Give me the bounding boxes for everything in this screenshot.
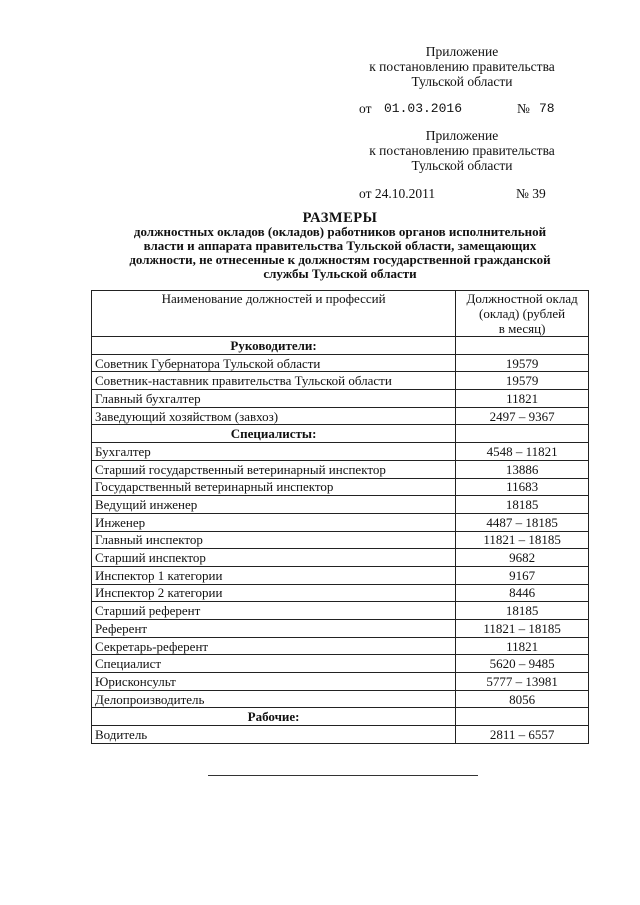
position-name: Специалист	[92, 655, 456, 673]
salary-table	[91, 290, 589, 744]
appendix-current-line-2: к постановлению правительства	[369, 59, 555, 74]
position-salary: 5620 – 9485	[456, 655, 589, 673]
position-name: Делопроизводитель	[92, 690, 456, 708]
table-row	[92, 726, 589, 744]
table-row	[92, 549, 589, 567]
header-salary	[456, 291, 589, 337]
position-name: Инспектор 1 категории	[92, 566, 456, 584]
position-salary: 18185	[456, 602, 589, 620]
table-row	[92, 390, 589, 408]
position-salary: 2497 – 9367	[456, 407, 589, 425]
appendix-current-line-1: Приложение	[425, 44, 499, 59]
position-name: Старший референт	[92, 602, 456, 620]
position-name: Референт	[92, 620, 456, 638]
position-salary: 8446	[456, 584, 589, 602]
table-row	[92, 443, 589, 461]
appendix-current-header	[352, 44, 572, 89]
table-row	[92, 407, 589, 425]
table-row	[92, 584, 589, 602]
header-salary-line-3: в месяц)	[498, 321, 546, 336]
original-date: от 24.10.2011	[359, 186, 436, 201]
title-line-1: должностных окладов (окладов) работников органов исполнительной	[133, 224, 547, 239]
document-title	[110, 211, 570, 281]
position-name: Главный инспектор	[92, 531, 456, 549]
section-row	[92, 708, 589, 726]
position-salary: 19579	[456, 372, 589, 390]
section-salary-empty	[456, 708, 589, 726]
position-salary: 11683	[456, 478, 589, 496]
position-name: Юрисконсульт	[92, 673, 456, 691]
header-salary-line-2: (оклад) (рублей	[479, 306, 566, 321]
table-body	[92, 337, 589, 744]
position-salary: 18185	[456, 496, 589, 514]
position-name: Старший инспектор	[92, 549, 456, 567]
section-salary-empty	[456, 425, 589, 443]
table-row	[92, 566, 589, 584]
table-row	[92, 620, 589, 638]
table-row	[92, 354, 589, 372]
section-title: Руководители:	[92, 337, 456, 355]
section-salary-empty	[456, 337, 589, 355]
position-name: Советник Губернатора Тульской области	[92, 354, 456, 372]
position-salary: 13886	[456, 460, 589, 478]
table-row	[92, 690, 589, 708]
table-row	[92, 460, 589, 478]
position-name: Водитель	[92, 726, 456, 744]
appendix-original-line-3: Тульской области	[411, 158, 513, 173]
position-salary: 11821 – 18185	[456, 620, 589, 638]
position-name: Ведущий инженер	[92, 496, 456, 514]
title-line-3: должности, не отнесенные к должностям государственной гражданской	[129, 252, 551, 267]
section-title: Специалисты:	[92, 425, 456, 443]
section-row	[92, 425, 589, 443]
position-salary: 19579	[456, 354, 589, 372]
position-name: Инспектор 2 категории	[92, 584, 456, 602]
appendix-current-line-3: Тульской области	[411, 74, 513, 89]
position-name: Государственный ветеринарный инспектор	[92, 478, 456, 496]
position-salary: 5777 – 13981	[456, 673, 589, 691]
position-salary: 9167	[456, 566, 589, 584]
appendix-original-line-2: к постановлению правительства	[369, 143, 555, 158]
position-salary: 4487 – 18185	[456, 513, 589, 531]
current-date: 01.03.2016	[384, 101, 463, 116]
table-row	[92, 478, 589, 496]
current-date-prefix: от	[359, 101, 372, 116]
position-name: Секретарь-референт	[92, 637, 456, 655]
position-salary: 2811 – 6557	[456, 726, 589, 744]
table-row	[92, 531, 589, 549]
table-row	[92, 637, 589, 655]
position-name: Старший государственный ветеринарный инспектор	[92, 460, 456, 478]
position-salary: 11821 – 18185	[456, 531, 589, 549]
current-number: 78	[539, 101, 555, 116]
table-header-row	[92, 291, 589, 337]
header-salary-line-1: Должностной оклад	[466, 291, 578, 306]
title-line-2: власти и аппарата правительства Тульской области, замещающих	[143, 238, 537, 253]
appendix-original-line-1: Приложение	[425, 128, 499, 143]
table-row	[92, 513, 589, 531]
table-row	[92, 602, 589, 620]
bottom-rule	[208, 775, 478, 776]
original-number: № 39	[516, 186, 546, 201]
position-name: Главный бухгалтер	[92, 390, 456, 408]
position-name: Заведующий хозяйством (завхоз)	[92, 407, 456, 425]
position-salary: 8056	[456, 690, 589, 708]
table-row	[92, 372, 589, 390]
title-line-4: службы Тульской области	[263, 266, 417, 281]
position-salary: 11821	[456, 637, 589, 655]
position-salary: 11821	[456, 390, 589, 408]
position-salary: 4548 – 11821	[456, 443, 589, 461]
appendix-original-header	[352, 128, 572, 173]
table-row	[92, 496, 589, 514]
table-row	[92, 673, 589, 691]
table-row	[92, 655, 589, 673]
position-name: Бухгалтер	[92, 443, 456, 461]
position-salary: 9682	[456, 549, 589, 567]
section-title: Рабочие:	[92, 708, 456, 726]
current-number-prefix: №	[517, 101, 530, 116]
position-name: Инженер	[92, 513, 456, 531]
title-main: РАЗМЕРЫ	[302, 210, 378, 226]
section-row	[92, 337, 589, 355]
header-position-name: Наименование должностей и профессий	[92, 291, 456, 337]
position-name: Советник-наставник правительства Тульской области	[92, 372, 456, 390]
